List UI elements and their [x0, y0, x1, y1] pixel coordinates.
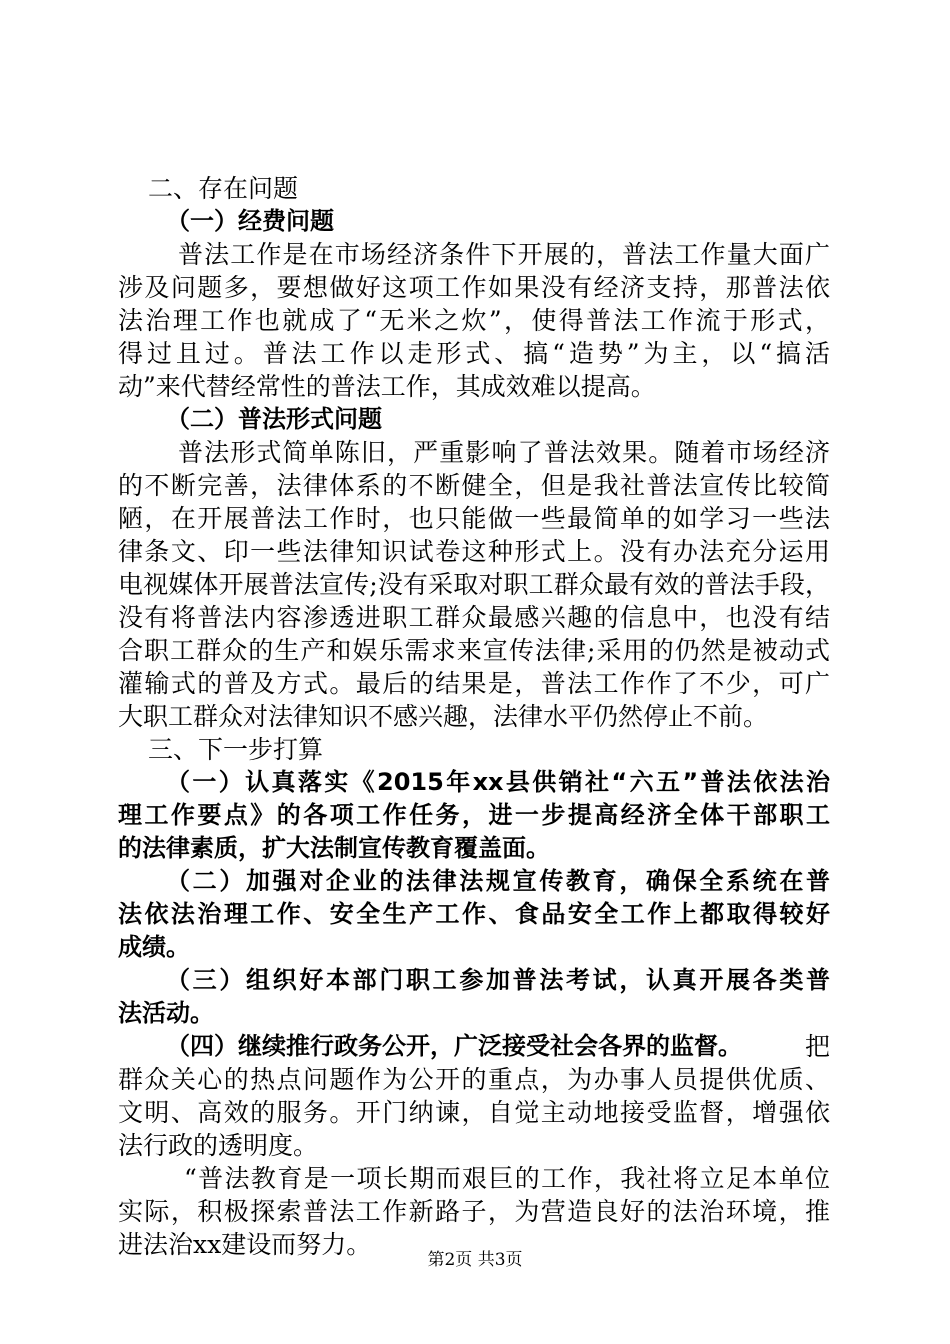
plan-item-line: （一）认真落实《2015年xx县供销社“六五”普法依法治 [166, 768, 830, 796]
paragraph-line: “普法教育是一项长期而艰巨的工作，我社将立足本单位 [184, 1164, 830, 1193]
paragraph-line: 法治理工作也就成了“无米之炊”，使得普法工作流于形式， [118, 306, 830, 335]
plan-item-line: 理工作要点》的各项工作任务，进一步提高经济全体干部职工 [118, 801, 830, 829]
paragraph-line: 进法治xx建设而努力。 [118, 1230, 372, 1259]
plan-item-line-mixed [118, 1030, 830, 1063]
paragraph-line: 实际，积极探索普法工作新路子，为营造良好的法治环境，推 [118, 1197, 830, 1226]
paragraph-line: 陋，在开展普法工作时，也只能做一些最简单的如学习一些法 [118, 504, 830, 533]
plan-item-bold-text: （四）继续推行政务公开，广泛接受社会各界的监督。 [166, 1032, 742, 1060]
plan-item-line: 的法律素质，扩大法制宣传教育覆盖面。 [118, 834, 550, 862]
paragraph-line: 合职工群众的生产和娱乐需求来宣传法律;采用的仍然是被动式 [118, 636, 830, 665]
paragraph-line: 涉及问题多，要想做好这项工作如果没有经济支持，那普法依 [118, 273, 830, 302]
paragraph-line: 文明、高效的服务。开门纳谏，自觉主动地接受监督，增强依 [118, 1098, 830, 1127]
paragraph-line: 动”来代替经常性的普法工作，其成效难以提高。 [118, 372, 656, 401]
paragraph-line: 电视媒体开展普法宣传;没有采取对职工群众最有效的普法手段， [118, 570, 830, 599]
plan-item-normal-text: 把 [804, 1032, 830, 1061]
plan-item-line: （二）加强对企业的法律法规宣传教育，确保全系统在普 [166, 867, 830, 895]
paragraph-line: 的不断完善，法律体系的不断健全，但是我社普法宣传比较简 [118, 471, 830, 500]
document-body [118, 172, 830, 1261]
paragraph-line: 法行政的透明度。 [118, 1131, 319, 1160]
paragraph-line: 普法形式简单陈旧，严重影响了普法效果。随着市场经济 [178, 438, 830, 467]
paragraph-line: 没有将普法内容渗透进职工群众最感兴趣的信息中，也没有结 [118, 603, 830, 632]
subheading-funding: （一）经费问题 [166, 207, 334, 235]
page-number: 第2页 共3页 [427, 1250, 523, 1270]
paragraph-line: 群众关心的热点问题作为公开的重点，为办事人员提供优质、 [118, 1065, 830, 1094]
plan-item-line: 成绩。 [118, 933, 190, 961]
plan-item-line: 法活动。 [118, 999, 214, 1027]
section-heading-problems: 二、存在问题 [148, 174, 299, 203]
paragraph-line: 得过且过。普法工作以走形式、搞“造势”为主，以“搞活 [118, 339, 830, 368]
paragraph-line: 灌输式的普及方式。最后的结果是，普法工作作了不少，可广 [118, 669, 830, 698]
paragraph-line: 普法工作是在市场经济条件下开展的，普法工作量大面广 [178, 240, 830, 269]
plan-item-line: 法依法治理工作、安全生产工作、食品安全工作上都取得较好 [118, 900, 830, 928]
plan-item-line: （三）组织好本部门职工参加普法考试，认真开展各类普 [166, 966, 830, 994]
paragraph-line: 大职工群众对法律知识不感兴趣，法律水平仍然停止不前。 [118, 702, 769, 731]
subheading-format: （二）普法形式问题 [166, 405, 382, 433]
section-heading-next-steps: 三、下一步打算 [148, 735, 324, 764]
paragraph-line: 律条文、印一些法律知识试卷这种形式上。没有办法充分运用 [118, 537, 830, 566]
